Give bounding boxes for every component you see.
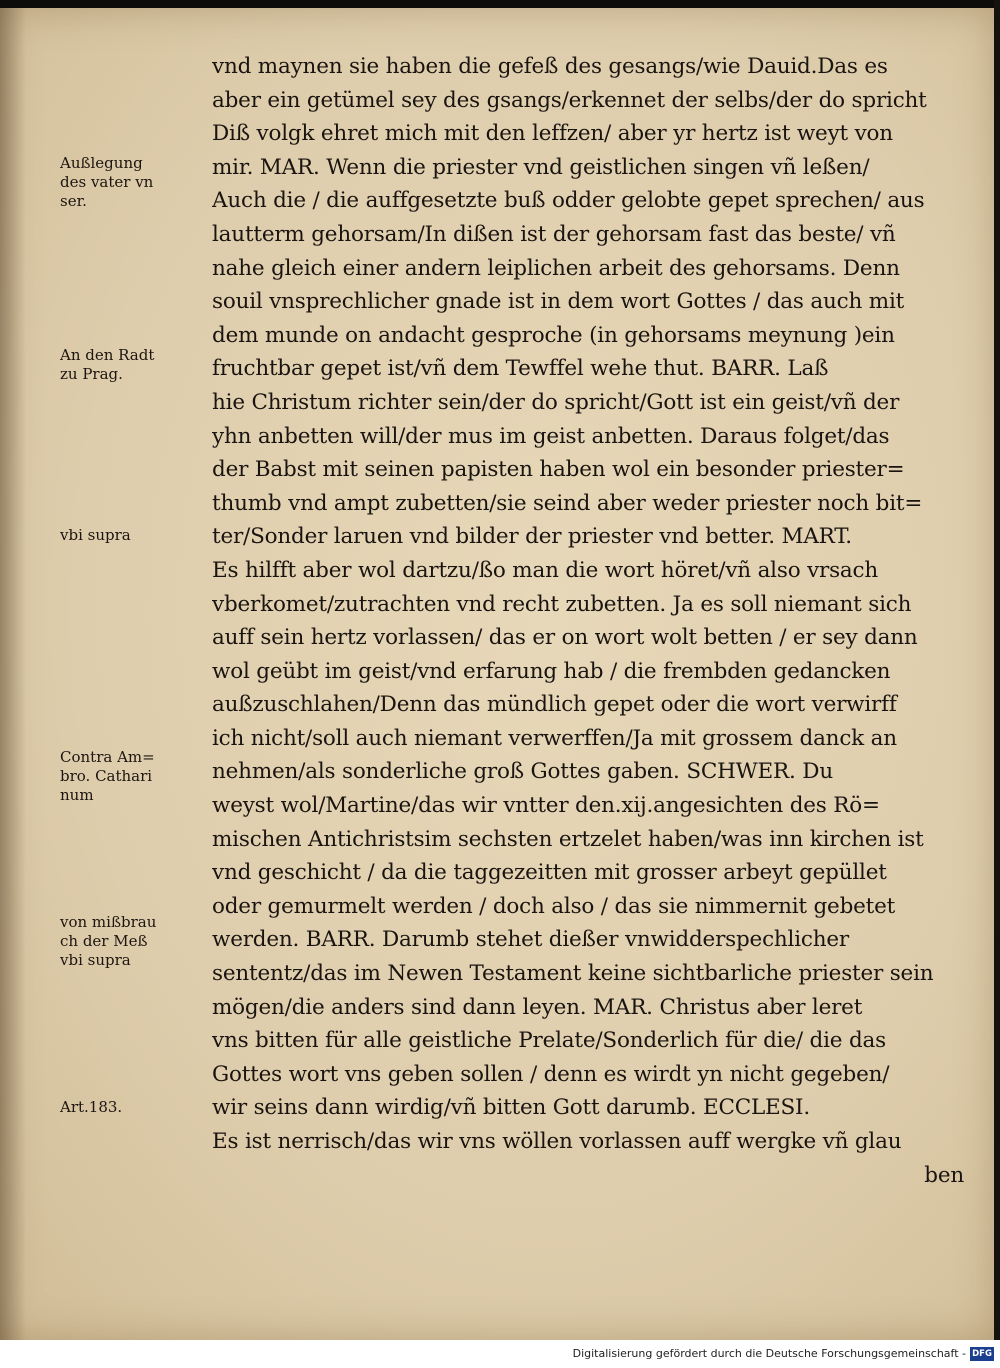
text-line: vnd geschicht / da die taggezeitten mit grosser arbeyt gepüllet [212,860,887,886]
text-line: Gottes wort vns geben sollen / denn es wirdt yn nicht gegeben/ [212,1061,890,1087]
text-line: wol geübt im geist/vnd erfarung hab / die frembden gedancken [212,658,891,684]
text-line: thumb vnd ampt zubetten/sie seind aber weder priester noch bit= [212,490,923,516]
text-line: Es ist nerrisch/das wir vns wöllen vorlassen auff wergke vñ glau [212,1129,902,1154]
gutter-shadow [0,8,26,1340]
marginal-line: ser. [60,192,87,210]
marginal-line: Art.183. [60,1098,123,1116]
marginal-line: vbi supra [60,526,131,544]
text-line: vberkomet/zutrachten vnd recht zubetten. Ja es soll niemant sich [212,591,912,617]
marginal-line: vbi supra [60,951,131,969]
marginal-line: An den Radt [60,346,155,364]
text-line: auff sein hertz vorlassen/ das er on wort wolt betten / er sey dann [212,625,918,651]
text-line: nahe gleich einer andern leiplichen arbeit des gehorsams. Denn [212,255,900,281]
text-line: vnd maynen sie haben die gefeß des gesangs/wie Dauid.Das es [212,54,888,79]
text-line: souil vnsprechlicher gnade ist in dem wort Gottes / das auch mit [212,289,905,315]
text-line: vns bitten für alle geistliche Prelate/Sonderlich für die/ die das [212,1028,886,1054]
text-line: aber ein getümel sey des gsangs/erkennet der selbs/der do spricht [212,87,927,113]
marginal-line: des vater vn [60,173,154,191]
text-line: wir seins dann wirdig/vñ bitten Gott darumb. ECCLESI. [212,1095,810,1121]
marginal-note-prague [60,346,200,384]
text-line: lautterm gehorsam/In dißen ist der gehorsam fast das beste/ vñ [212,221,896,247]
marginal-note-contra-ambrosium [60,748,200,805]
text-line-catchword: ben [924,1162,964,1188]
text-line: hie Christum richter sein/der do spricht/Gott ist ein geist/vñ der [212,389,900,415]
text-line: Auch die / die auffgesetzte buß odder gelobte gepet sprechen/ aus [212,188,925,214]
digitization-footer [0,1340,1000,1368]
text-line: Es hilfft aber wol dartzu/ßo man die wort höret/vñ also vrsach [212,557,879,583]
marginal-line: bro. Cathari [60,767,153,785]
marginal-note-exposition [60,154,200,211]
text-line: weyst wol/Martine/das wir vntter den.xij.angesichten des Rö= [212,793,880,819]
text-line: fruchtbar gepet ist/vñ dem Tewffel wehe thut. BARR. Laß [212,356,829,382]
funding-notice: Digitalisierung gefördert durch die Deutsche Forschungsgemeinschaft - [572,1347,966,1360]
text-line: dem munde on andacht gesproche (in gehorsams meynung )ein [212,322,895,348]
text-line: ich nicht/soll auch niemant verwerffen/Ja mit grossem danck an [212,725,897,751]
text-line: mögen/die anders sind dann leyen. MAR. Christus aber leret [212,994,863,1020]
text-line: sententz/das im Newen Testament keine sichtbarliche priester sein [212,961,934,987]
text-line: werden. BARR. Darumb stehet dießer vnwidderspechlicher [212,927,849,953]
text-line: oder gemurmelt werden / doch also / das sie nimmernit gebetet [212,893,896,919]
marginal-line: Außlegung [60,154,143,172]
marginal-line: Contra Am= [60,748,155,766]
text-line: mischen Antichristsim sechsten ertzelet haben/was inn kirchen ist [212,826,924,852]
page-edge [994,0,1000,1340]
marginal-line: zu Prag. [60,365,123,383]
marginal-note-ubi-supra [60,526,200,545]
marginal-note-missbrauch [60,913,200,970]
marginal-line: von mißbrau [60,913,157,931]
text-line: mir. MAR. Wenn die priester vnd geistlichen singen vñ leßen/ [212,154,870,180]
marginal-line: ch der Meß [60,932,148,950]
text-line: yhn anbetten will/der mus im geist anbetten. Daraus folget/das [212,423,890,449]
marginal-note-article [60,1098,200,1117]
text-line: außzuschlahen/Denn das mündlich gepet oder die wort verwirff [212,692,897,718]
text-line: der Babst mit seinen papisten haben wol ein besonder priester= [212,457,905,483]
text-line: Diß volgk ehret mich mit den leffzen/ aber yr hertz ist weyt von [212,121,893,147]
text-line: nehmen/als sonderliche groß Gottes gaben. SCHWER. Du [212,759,833,785]
main-text-block [212,50,964,1192]
marginal-line: num [60,786,94,804]
text-line: ter/Sonder laruen vnd bilder der priester vnd better. MART. [212,524,852,550]
dfg-logo: DFG [970,1347,994,1361]
